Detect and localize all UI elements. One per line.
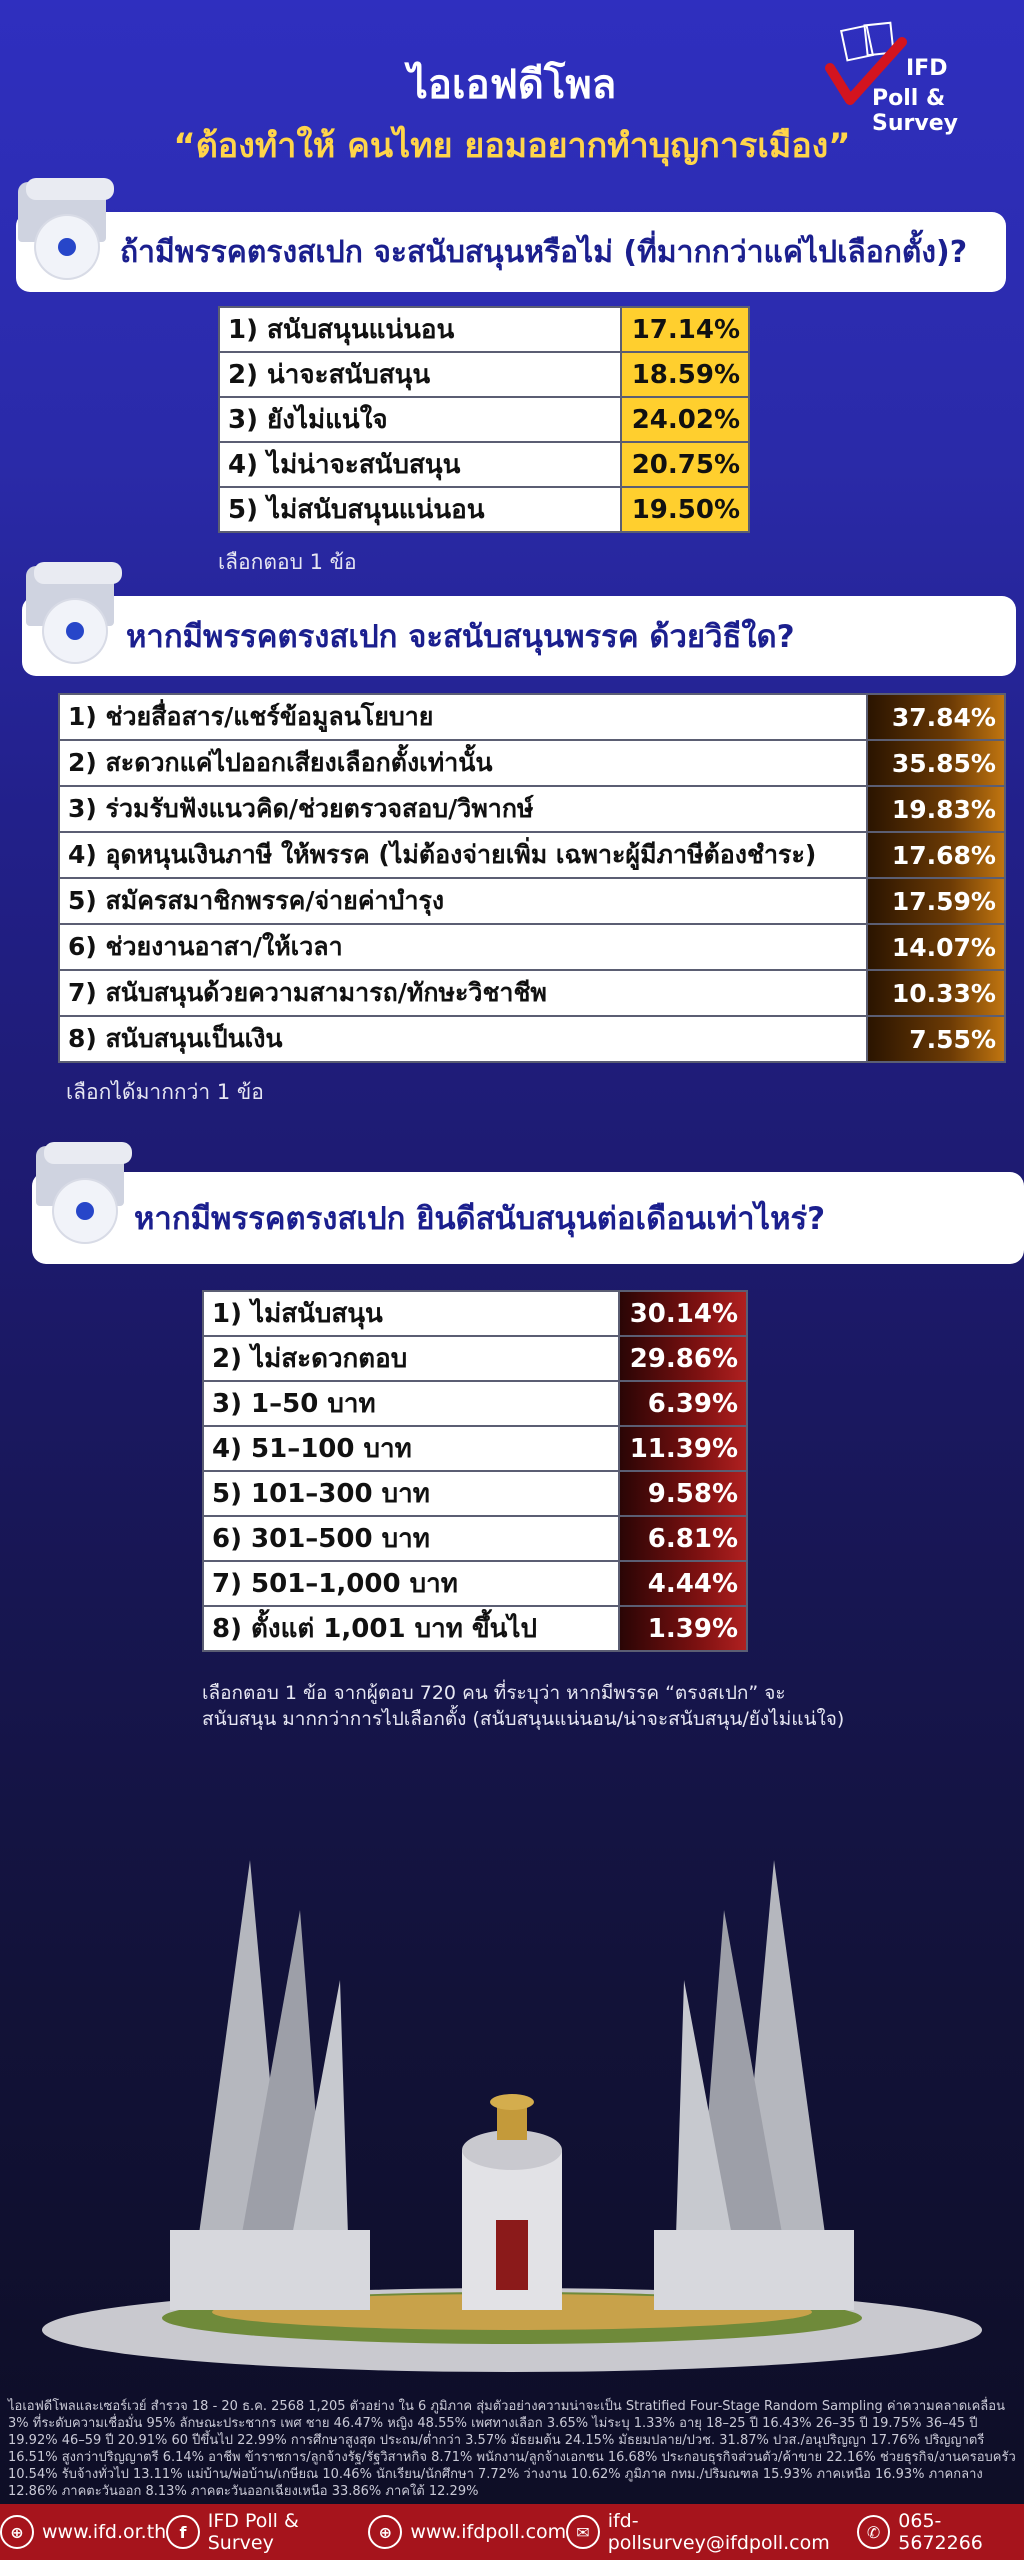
table-row xyxy=(203,1516,747,1561)
row-value: 19.83% xyxy=(867,786,1005,832)
row-value: 6.81% xyxy=(619,1516,747,1561)
table-row xyxy=(59,694,1005,740)
phone-icon: ✆ xyxy=(857,2515,891,2549)
row-value: 17.59% xyxy=(867,878,1005,924)
q3-question: หากมีพรรคตรงสเปก ยินดีสนับสนุนต่อเดือนเท่าไหร่? xyxy=(134,1201,826,1237)
row-value: 19.50% xyxy=(621,487,749,532)
website1-text: www.ifd.or.th xyxy=(42,2521,167,2543)
row-value: 11.39% xyxy=(619,1426,747,1471)
row-value: 4.44% xyxy=(619,1561,747,1606)
q1-note: เลือกตอบ 1 ข้อ xyxy=(218,550,357,574)
row-value: 9.58% xyxy=(619,1471,747,1516)
facebook-text: IFD Poll & Survey xyxy=(207,2510,299,2554)
footer-phone[interactable] xyxy=(857,2510,1024,2554)
table-row xyxy=(59,786,1005,832)
row-value: 17.68% xyxy=(867,832,1005,878)
row-label: 3) 1–50 บาท xyxy=(203,1381,619,1426)
row-value: 14.07% xyxy=(867,924,1005,970)
q3-banner xyxy=(32,1172,1024,1264)
footer-email[interactable] xyxy=(566,2510,857,2554)
row-label: 6) 301–500 บาท xyxy=(203,1516,619,1561)
table-row xyxy=(203,1606,747,1651)
row-value: 24.02% xyxy=(621,397,749,442)
table-row xyxy=(203,1336,747,1381)
row-label: 3) ร่วมรับฟังแนวคิด/ช่วยตรวจสอบ/วิพากษ์ xyxy=(59,786,867,832)
row-label: 7) สนับสนุนด้วยความสามารถ/ทักษะวิชาชีพ xyxy=(59,970,867,1016)
table-row xyxy=(219,442,749,487)
logo-text-poll: Poll & Survey xyxy=(872,86,958,136)
survey-methodology-footnote: ไอเอฟดีโพลและเซอร์เวย์ สำรวจ 18 - 20 ธ.ค. 2568 1,205 ตัวอย่าง ใน 6 ภูมิภาค สุ่มตัวอย่างความน่าจะเป็น Stratified Four-Stage Random Sampling ค่าความคลาดเคลื่อน 3% ที่ระดับความเชื่อมั่น 95% ลักษณะประชากร เพศ ชาย 46.47% หญิง 48.55% เพศทางเลือก 3.65% ไม่ระบุ 1.33% อายุ 18–25 ปี 16.43% 26–35 ปี 19.75% 36–45 ปี 19.92% 46–59 ปี 20.91% 60 ปีขึ้นไป 22.99% การศึกษาสูงสุด ประถม/ต่ำกว่า 3.57% มัธยมต้น 24.15% มัธยมปลาย/ปวช. 31.87% ปวส./อนุปริญญา 17.76% ปริญญาตรี 16.51% สูงกว่าปริญญาตรี 6.14% อาชีพ ข้าราชการ/ลูกจ้างรัฐ/รัฐวิสาหกิจ 8.71% พนักงาน/ลูกจ้างเอกชน 16.68% ประกอบธุรกิจส่วนตัว/ค้าขาย 22.16% ช่วยธุรกิจ/งานครอบครัว 10.54% รับจ้างทั่วไป 13.11% แม่บ้าน/พ่อบ้าน/เกษียณ 10.46% นักเรียน/นักศึกษา 7.72% ว่างงาน 10.62% ภูมิภาค กทม./ปริมณฑล 15.93% ภาคเหนือ 16.93% ภาคกลาง 12.86% ภาคตะวันออก 8.13% ภาคตะวันออกเฉียงเหนือ 33.86% ภาคใต้ 12.29% xyxy=(8,2399,1016,2499)
table-row xyxy=(59,740,1005,786)
row-value: 10.33% xyxy=(867,970,1005,1016)
row-label: 5) 101–300 บาท xyxy=(203,1471,619,1516)
table-row xyxy=(219,487,749,532)
row-value: 7.55% xyxy=(867,1016,1005,1062)
row-value: 1.39% xyxy=(619,1606,747,1651)
row-label: 2) สะดวกแค่ไปออกเสียงเลือกตั้งเท่านั้น xyxy=(59,740,867,786)
q3-table xyxy=(202,1290,748,1652)
table-row xyxy=(203,1471,747,1516)
mail-icon: ✉ xyxy=(566,2515,600,2549)
row-label: 3) ยังไม่แน่ใจ xyxy=(219,397,621,442)
q2-banner xyxy=(22,596,1016,676)
table-row xyxy=(203,1561,747,1606)
globe-icon: ⊕ xyxy=(368,2515,402,2549)
website2-text: www.ifdpoll.com xyxy=(410,2521,567,2543)
row-value: 17.14% xyxy=(621,307,749,352)
table-row xyxy=(59,924,1005,970)
table-row xyxy=(59,970,1005,1016)
table-row xyxy=(203,1381,747,1426)
table-row xyxy=(219,397,749,442)
row-label: 5) สมัครสมาชิกพรรค/จ่ายค่าบำรุง xyxy=(59,878,867,924)
page-title: ไอเอฟดีโพล xyxy=(407,62,617,108)
row-label: 1) ช่วยสื่อสาร/แชร์ข้อมูลนโยบาย xyxy=(59,694,867,740)
q3-note: เลือกตอบ 1 ข้อ จากผู้ตอบ 720 คน ที่ระบุว่า หากมีพรรค “ตรงสเปก” จะ สนับสนุน มากกว่าการไปเลือกตั้ง (สนับสนุนแน่นอน/น่าจะสนับสนุน/ยังไม่แน่ใจ) xyxy=(202,1682,845,1730)
row-label: 1) ไม่สนับสนุน xyxy=(203,1291,619,1336)
table-row xyxy=(219,307,749,352)
logo-text-ifd: IFD xyxy=(906,56,948,81)
row-value: 37.84% xyxy=(867,694,1005,740)
row-value: 20.75% xyxy=(621,442,749,487)
row-label: 1) สนับสนุนแน่นอน xyxy=(219,307,621,352)
page-subtitle: “ต้องทำให้ คนไทย ยอมอยากทำบุญการเมือง” xyxy=(173,126,851,166)
row-label: 4) ไม่น่าจะสนับสนุน xyxy=(219,442,621,487)
footer-facebook[interactable] xyxy=(166,2510,368,2554)
row-value: 6.39% xyxy=(619,1381,747,1426)
footer-website1[interactable] xyxy=(0,2515,166,2549)
row-label: 7) 501–1,000 บาท xyxy=(203,1561,619,1606)
table-row xyxy=(59,1016,1005,1062)
row-label: 4) 51–100 บาท xyxy=(203,1426,619,1471)
row-label: 4) อุดหนุนเงินภาษี ให้พรรค (ไม่ต้องจ่ายเพิ่ม เฉพาะผู้มีภาษีต้องชำระ) xyxy=(59,832,867,878)
row-label: 8) สนับสนุนเป็นเงิน xyxy=(59,1016,867,1062)
row-value: 29.86% xyxy=(619,1336,747,1381)
row-label: 6) ช่วยงานอาสา/ให้เวลา xyxy=(59,924,867,970)
q2-question: หากมีพรรคตรงสเปก จะสนับสนุนพรรค ด้วยวิธีใด? xyxy=(126,619,795,655)
table-row xyxy=(59,832,1005,878)
table-row xyxy=(203,1426,747,1471)
table-row xyxy=(203,1291,747,1336)
phone-text: 065-5672266 xyxy=(898,2510,983,2554)
row-value: 30.14% xyxy=(619,1291,747,1336)
row-label: 2) น่าจะสนับสนุน xyxy=(219,352,621,397)
q2-note: เลือกได้มากกว่า 1 ข้อ xyxy=(66,1080,264,1104)
q1-table xyxy=(218,306,750,533)
globe-icon: ⊕ xyxy=(0,2515,34,2549)
contact-footer xyxy=(0,2504,1024,2560)
q2-table xyxy=(58,693,1006,1063)
row-value: 18.59% xyxy=(621,352,749,397)
facebook-icon: f xyxy=(166,2515,200,2549)
email-text: ifd-pollsurvey@ifdpoll.com xyxy=(607,2510,830,2554)
row-label: 5) ไม่สนับสนุนแน่นอน xyxy=(219,487,621,532)
row-label: 8) ตั้งแต่ 1,001 บาท ขึ้นไป xyxy=(203,1606,619,1651)
q1-question: ถ้ามีพรรคตรงสเปก จะสนับสนุนหรือไม่ (ที่มากกว่าแค่ไปเลือกตั้ง)? xyxy=(120,234,968,270)
row-label: 2) ไม่สะดวกตอบ xyxy=(203,1336,619,1381)
table-row xyxy=(219,352,749,397)
footer-website2[interactable] xyxy=(368,2515,566,2549)
q1-banner xyxy=(16,212,1006,292)
table-row xyxy=(59,878,1005,924)
democracy-monument-illustration xyxy=(0,1820,1024,2380)
row-value: 35.85% xyxy=(867,740,1005,786)
